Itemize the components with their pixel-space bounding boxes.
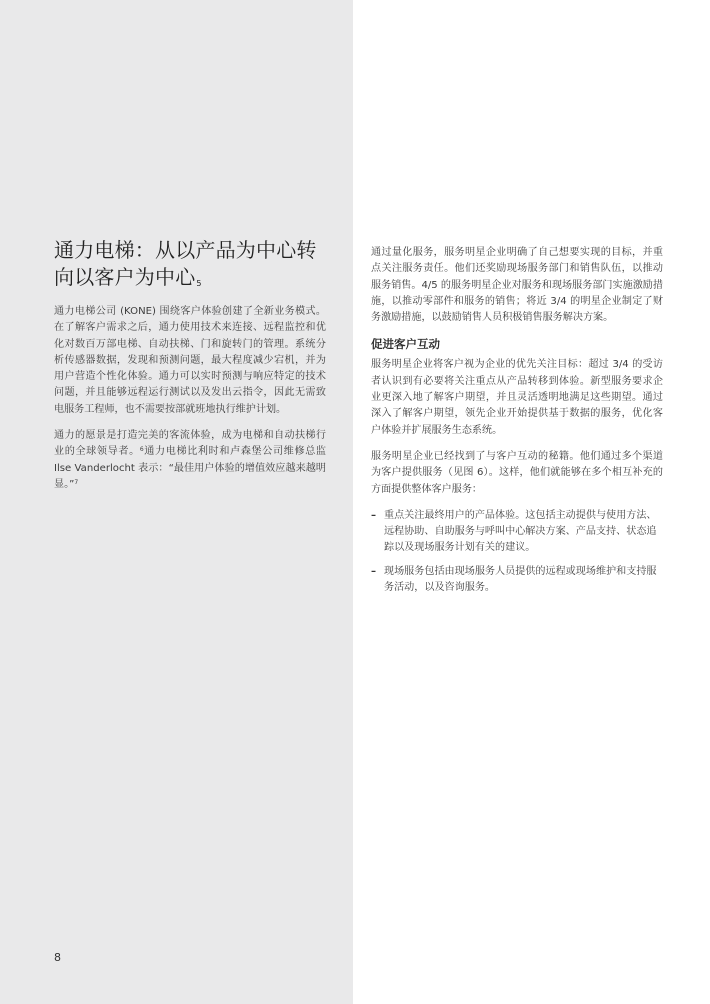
- bullet-item: [371, 564, 663, 597]
- title-footnote-ref: 5: [196, 279, 202, 288]
- case-study-title-text: 通力电梯：从以产品为中心转向以客户为中心: [54, 238, 317, 289]
- right-column: [371, 245, 663, 603]
- page-number: 8: [54, 951, 61, 964]
- kone-paragraph-2-part-b: 通力电梯比利时和卢森堡公司维修总监 Ilse Vanderlocht 表示：“最佳用户体验的增值效应越来越明显。”: [54, 446, 327, 490]
- kone-paragraph-1: 通力电梯公司 (KONE) 围绕客户体验创建了全新业务模式。在了解客户需求之后，通力使用技术来连接、远程监控和优化对数百万部电梯、自动扶梯、门和旋转门的管理。系统分析传感器数据，发现和预测问题，最大程度减少宕机，并为用户营造个性化体验。通力可以实时预测与响应特定的技术问题，并且能够远程运行测试以及发出云指令，因此无需致电服务工程师，也不需要按部就班地执行维护计划。: [54, 306, 326, 415]
- left-column: [54, 237, 326, 503]
- customer-interaction-paragraph: 服务明星企业已经找到了与客户互动的秘籍。他们通过多个渠道为客户提供服务（见图 6）。这样，他们就能够在多个相互补充的方面提供整体客户服务：: [371, 450, 663, 495]
- bullet-dash: –: [371, 509, 377, 521]
- bullet-item: [371, 508, 663, 557]
- kone-paragraph-2: [54, 428, 326, 493]
- customer-priority-paragraph: 服务明星企业将客户视为企业的优先关注目标：超过 3/4 的受访者认识到有必要将关注重点从产品转移到体验。新型服务要求企业更深入地了解客户期望，并且灵活透明地满足这些期望。通过深入了解客户期望，领先企业开始提供基于数据的服务，优化客户体验并扩展服务生态系统。: [371, 359, 663, 436]
- kone-paragraph-2-part-a: 通力的愿景是打造完美的客流体验，成为电梯和自动扶梯行业的全球领导者。: [54, 430, 326, 458]
- service-quantification-paragraph: 通过量化服务，服务明星企业明确了自己想要实现的目标，并重点关注服务责任。他们还奖励现场服务部门和销售队伍，以推动服务销售。4/5 的服务明星企业对服务和现场服务部门实施激励措施，以推动零部件和服务的销售；将近 3/4 的明星企业制定了财务激励措施，以鼓励销售人员积极销售服务解决方案。: [371, 247, 663, 324]
- bullet-dash: –: [371, 565, 377, 577]
- footnote-ref-7: 7: [74, 478, 79, 486]
- footnote-ref-6: 6: [139, 446, 144, 454]
- bullet-text: 重点关注最终用户的产品体验。这包括主动提供与使用方法、远程协助、自助服务与呼叫中心解决方案、产品支持、状态追踪以及现场服务计划有关的建议。: [384, 509, 657, 554]
- case-study-title: [54, 237, 326, 291]
- section-heading-customer-interaction: 促进客户互动: [371, 337, 440, 352]
- service-bullet-list: [371, 508, 663, 596]
- bullet-text: 现场服务包括由现场服务人员提供的远程或现场维护和支持服务活动，以及咨询服务。: [384, 565, 657, 594]
